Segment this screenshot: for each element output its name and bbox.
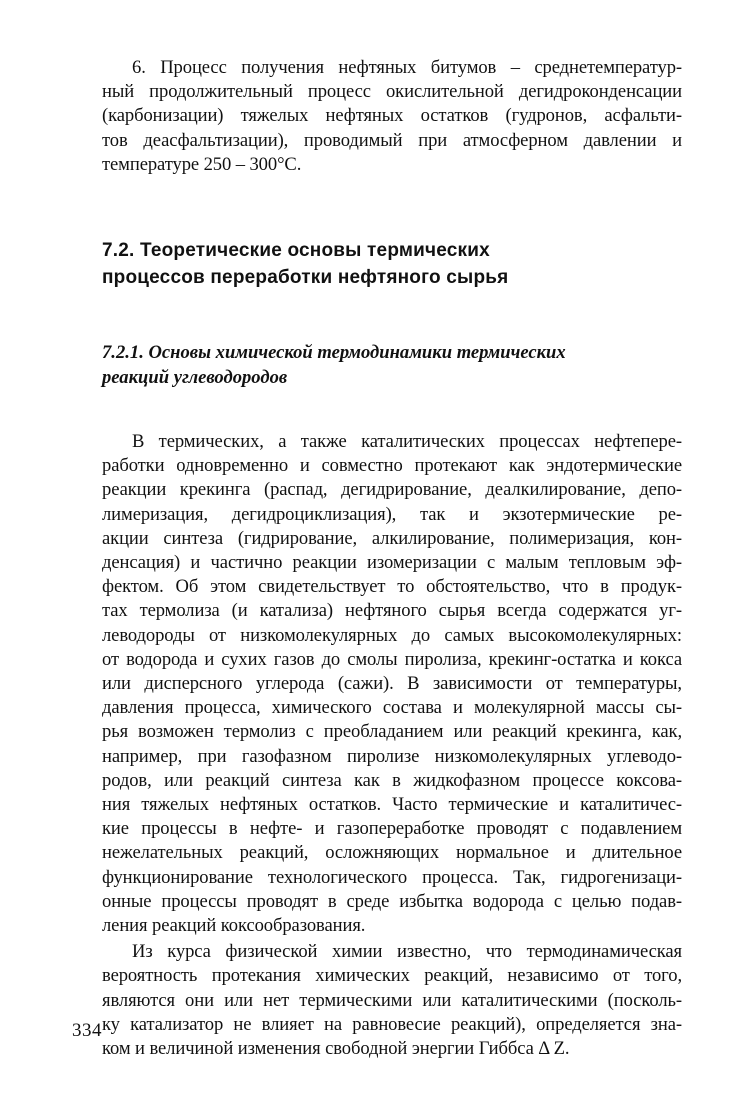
page-number: 334: [72, 1020, 102, 1041]
text-line: нежелательных реакций, осложняющих нормальное и длительное: [102, 842, 682, 864]
text-line: леводороды от низкомолекулярных до самых высокомолекулярных:: [102, 624, 682, 646]
text-line: родов, или реакций синтеза как в жидкофазном процессе коксова-: [102, 769, 682, 791]
text-line: температуре 250 – 300°С.: [102, 153, 302, 175]
text-line: тах термолиза (и катализа) нефтяного сырья всегда содержатся уг-: [102, 600, 682, 622]
text-line: ления реакций коксообразования.: [102, 915, 366, 937]
text-line: от водорода и сухих газов до смолы пиролиза, крекинг-остатка и кокса: [102, 648, 682, 670]
page-content: [102, 56, 682, 1061]
section-heading: [102, 237, 682, 291]
text-line: В термических, а также каталитических процессах нефтепере-: [132, 431, 682, 453]
text-line: функционирование технологического процесса. Так, гидрогенизаци-: [102, 866, 682, 888]
text-line: онные процессы проводят в среде избытка водорода с целью подав-: [102, 890, 682, 912]
subheading-line: 7.2.1. Основы химической термодинамики термических: [102, 342, 566, 364]
subsection-heading: [102, 340, 682, 390]
paragraph-process-bitumen: [102, 56, 682, 177]
text-line: (карбонизации) тяжелых нефтяных остатков (гудронов, асфальти-: [102, 105, 682, 127]
text-line: являются они или нет термическими или каталитическими (посколь-: [102, 989, 682, 1011]
text-line: рья возможен термолиз с преобладанием или реакций крекинга, как,: [102, 721, 682, 743]
text-line: тов деасфальтизации), проводимый при атмосферном давлении и: [102, 129, 682, 151]
text-line: реакции крекинга (распад, дегидрирование, деалкилирование, депо-: [102, 479, 682, 501]
text-line: акции синтеза (гидрирование, алкилирование, полимеризация, кон-: [102, 527, 682, 549]
paragraph-thermal-processes: [102, 430, 682, 938]
text-line: ку катализатор не влияет на равновесие реакций), определяется зна-: [102, 1013, 682, 1035]
text-line: денсация) и частично реакции изомеризации с малым тепловым эф-: [102, 552, 682, 574]
text-line: лимеризация, дегидроциклизация), так и экзотермические ре-: [102, 503, 682, 525]
text-line: например, при газофазном пиролизе низкомолекулярных углеводо-: [102, 745, 682, 767]
text-line: ком и величиной изменения свободной энергии Гиббса Δ Z.: [102, 1038, 570, 1060]
text-line: вероятность протекания химических реакций, независимо от того,: [102, 965, 682, 987]
subheading-line: реакций углеводородов: [102, 367, 288, 389]
text-line: ния тяжелых нефтяных остатков. Часто термические и каталитичес-: [102, 794, 682, 816]
text-line: фектом. Об этом свидетельствует то обстоятельство, что в продук-: [102, 576, 682, 598]
text-line: кие процессы в нефте- и газопереработке проводят с подавлением: [102, 818, 682, 840]
text-line: ный продолжительный процесс окислительной дегидроконденсации: [102, 81, 682, 103]
text-line: 6. Процесс получения нефтяных битумов – среднетемператур-: [132, 57, 682, 78]
text-line: или дисперсного углерода (сажи). В зависимости от температуры,: [102, 673, 682, 695]
heading-line: 7.2. Теоретические основы термических: [102, 240, 490, 262]
text-line: Из курса физической химии известно, что термодинамическая: [132, 941, 682, 963]
heading-line: процессов переработки нефтяного сырья: [102, 267, 509, 289]
text-line: работки одновременно и совместно протекают как эндотермические: [102, 455, 682, 477]
paragraph-gibbs-energy: [102, 940, 682, 1061]
text-line: давления процесса, химического состава и молекулярной массы сы-: [102, 697, 682, 719]
